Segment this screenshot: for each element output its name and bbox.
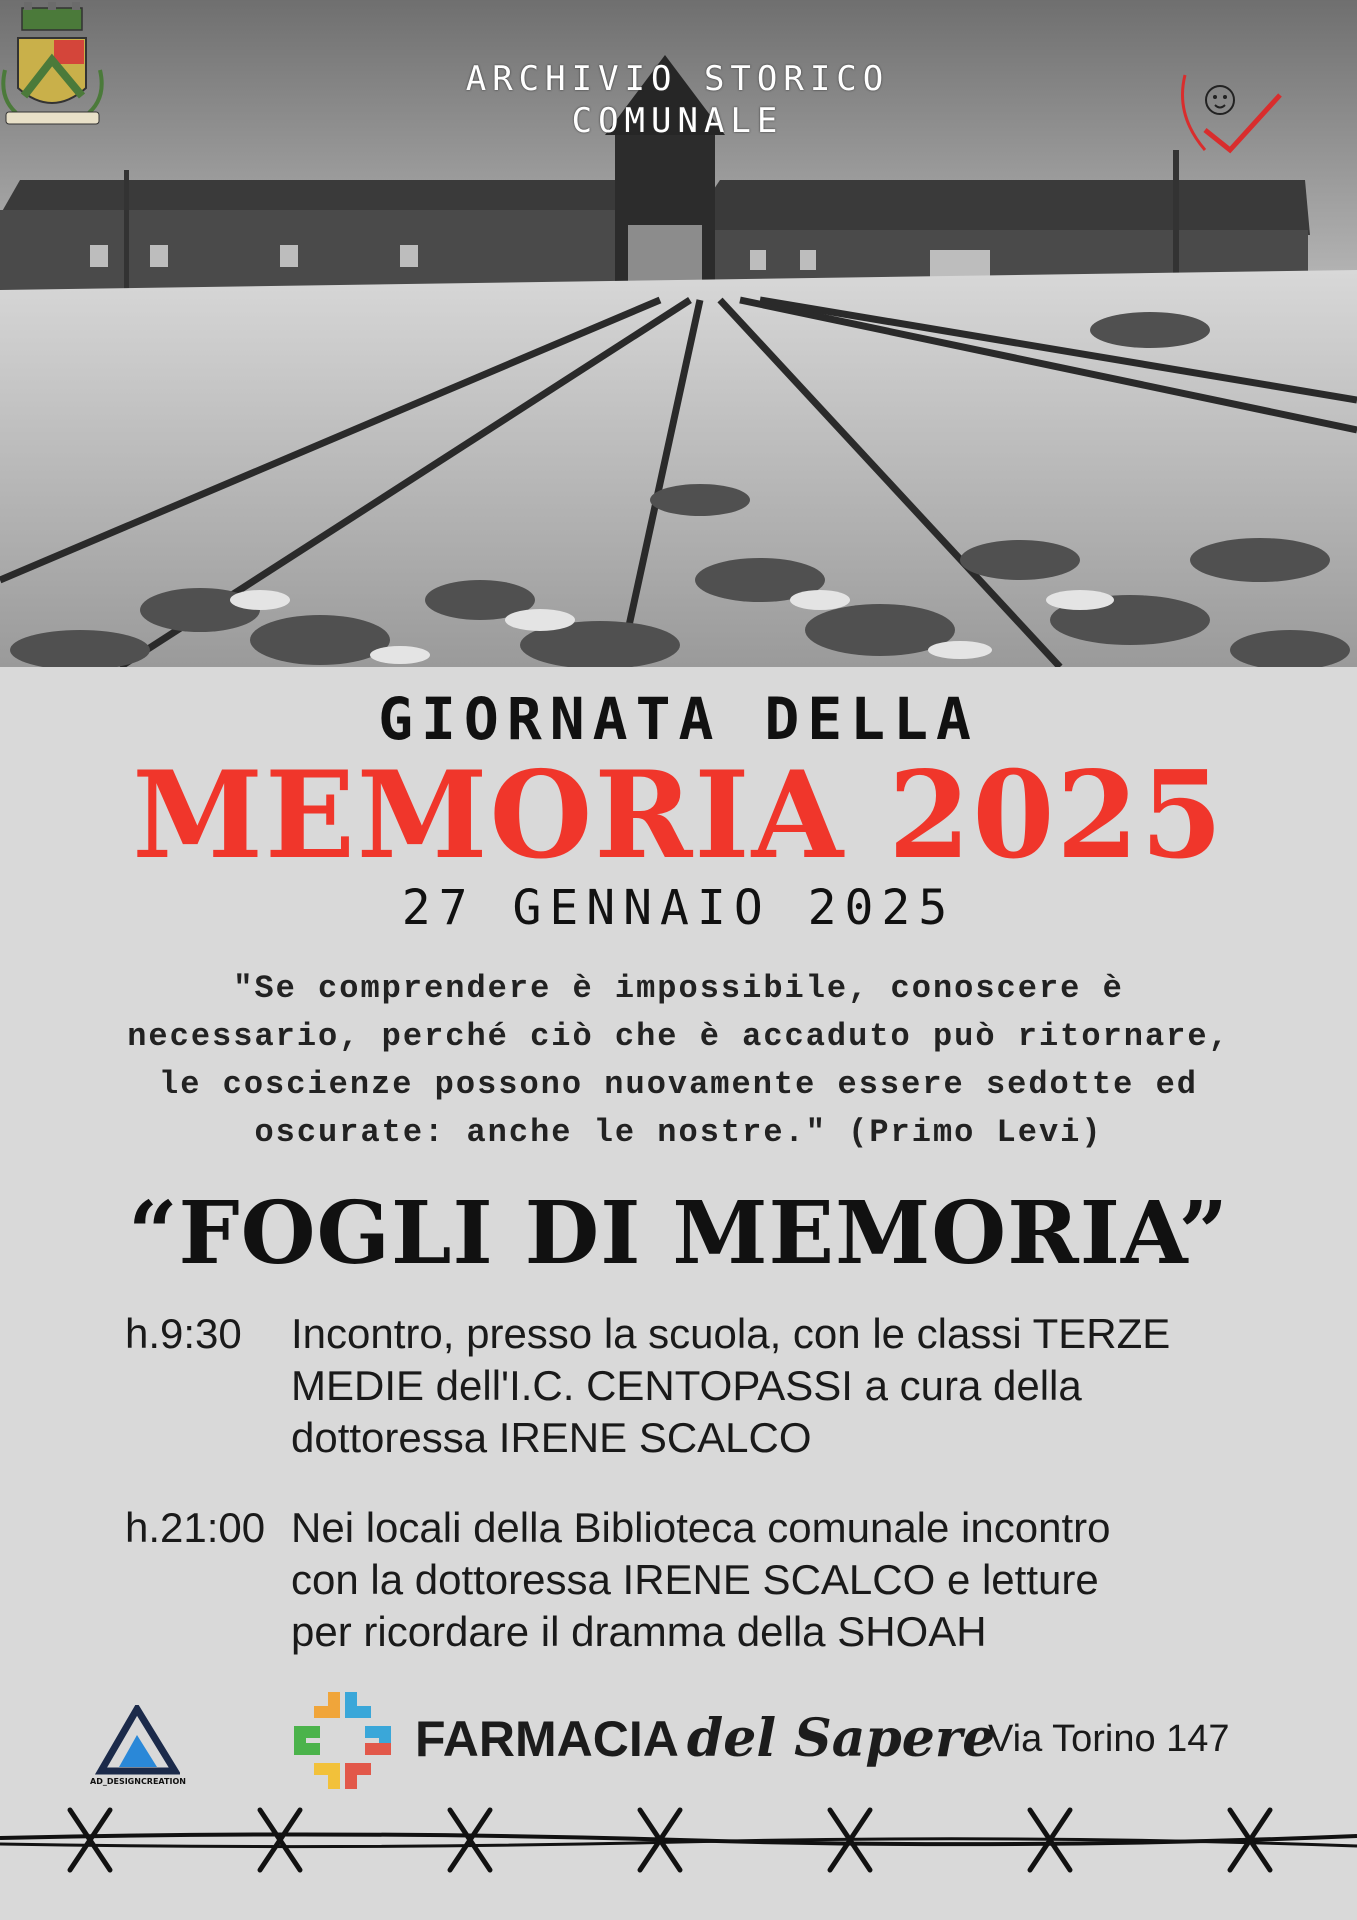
event-heading-big: MEMORIA 2025: [132, 743, 1225, 886]
event-description-line: con la dottoressa IRENE SCALCO e letture: [291, 1556, 1099, 1603]
event-time: h.9:30: [125, 1310, 242, 1357]
archive-title-line2: COMUNALE: [571, 101, 784, 141]
historic-photo: [0, 0, 1357, 667]
event-date: 27 GENNAIO 2025: [401, 880, 956, 936]
address: Via Torino 147: [988, 1718, 1230, 1760]
primo-levi-quote: [60, 965, 1297, 1157]
farmacia-sub: del Sapere: [686, 1708, 996, 1769]
event-description: [291, 1308, 1251, 1464]
municipal-crest-icon: [0, 0, 105, 130]
farmacia-cross-icon: [290, 1688, 395, 1793]
designer-label: AD_DESIGNCREATION: [90, 1777, 186, 1786]
library-logo-text: [1175, 55, 1285, 165]
quote-line4: [60, 1109, 1297, 1157]
event-description-line: dottoressa IRENE SCALCO: [291, 1414, 812, 1461]
archive-title-line1: ARCHIVIO STORICO: [465, 59, 890, 99]
archive-title: [340, 58, 1015, 142]
event-description: [291, 1502, 1251, 1658]
event-heading-small: GIORNATA DELLA: [378, 685, 979, 753]
quote-line2: necessario, perché ciò che è accaduto può ritornare,: [127, 1018, 1230, 1055]
farmacia-name: [415, 1708, 995, 1769]
quote-line4-text: oscurate: anche le nostre.": [254, 1114, 827, 1151]
barbed-wire-icon: [0, 1800, 1357, 1880]
designer-logo-icon: [95, 1705, 180, 1777]
quote-line1: "Se comprendere è impossibile, conoscere è: [233, 970, 1124, 1007]
quote-line3: le coscienze possono nuovamente essere sedotte ed: [159, 1066, 1198, 1103]
designer-logo: [90, 1705, 186, 1790]
library-logo: [1175, 55, 1285, 165]
event-description-line: Nei locali della Biblioteca comunale incontro: [291, 1504, 1111, 1551]
project-title: “FOGLI DI MEMORIA”: [128, 1183, 1229, 1284]
event-description-line: Incontro, presso la scuola, con le classi TERZE: [291, 1310, 1171, 1357]
event-description-line: per ricordare il dramma della SHOAH: [291, 1608, 987, 1655]
quote-author: (Primo Levi): [848, 1114, 1103, 1151]
event-time: h.21:00: [125, 1504, 266, 1551]
event-description-line: MEDIE dell'I.C. CENTOPASSI a cura della: [291, 1362, 1082, 1409]
farmacia-main: FARMACIA: [415, 1711, 679, 1767]
